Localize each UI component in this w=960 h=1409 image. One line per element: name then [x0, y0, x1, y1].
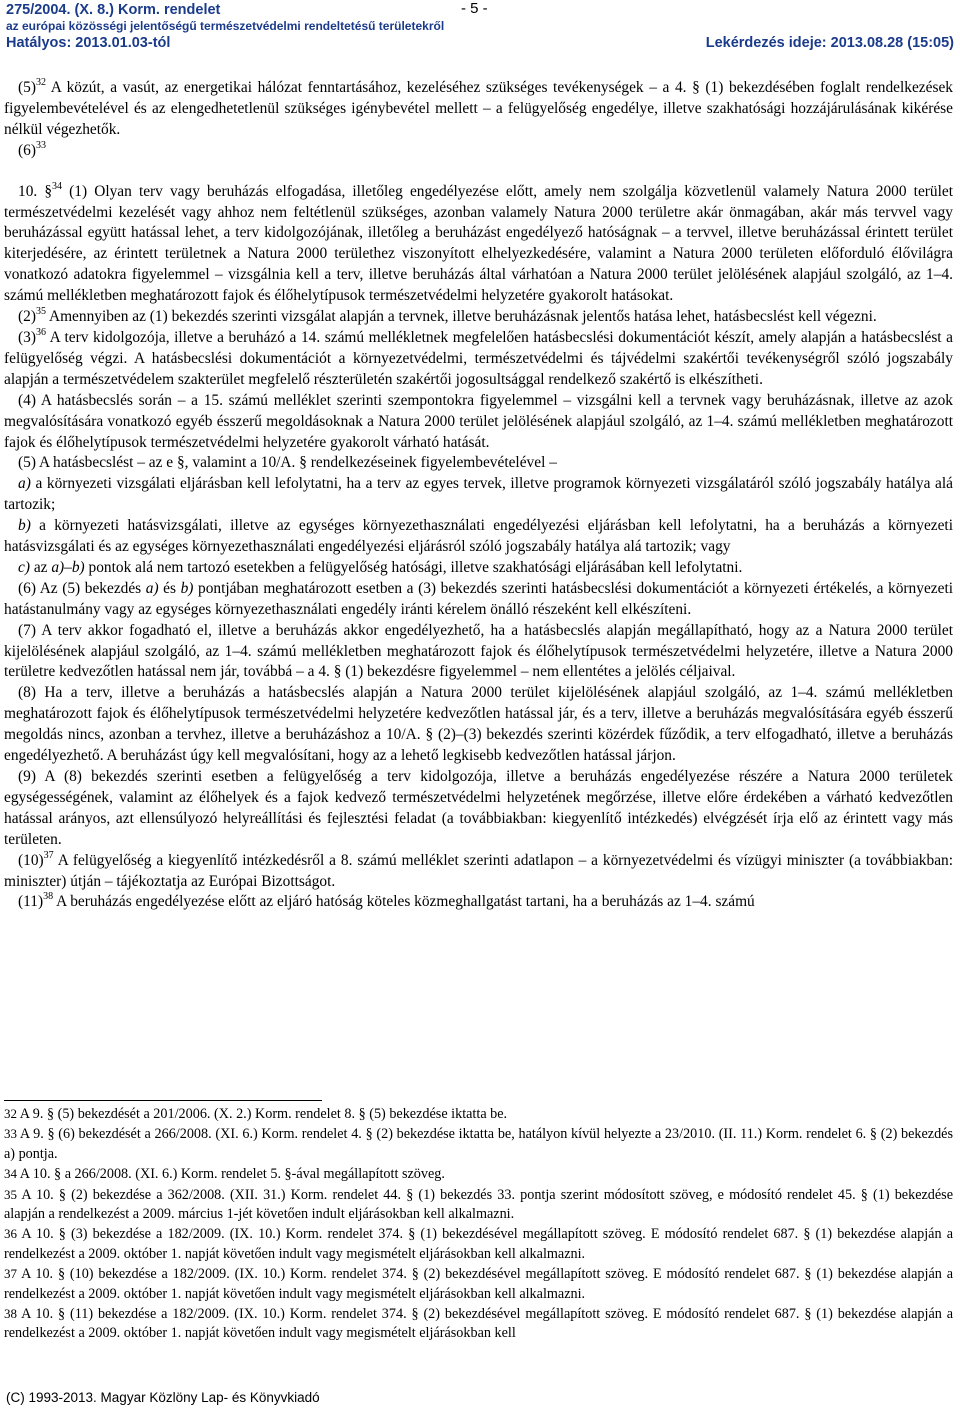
footnote: 33 A 9. § (6) bekezdését a 266/2008. (XI. 6.) Korm. rendelet 4. § (2) bekezdése iktatta be, hatályon kívül helyezte a 23/2010. (II. 11.) Korm. rendelet 6. § (2) bekezdés a) pontja.	[4, 1126, 953, 1162]
paragraph-9-5: $(5)^{32}$ A közút, a vasút, az energetikai hálózat fenntartásához, kezeléséhez szükséges tevékenységek – a 4. § (1) bekezdésében foglalt rendelkezések figyelembevételével és az elengedhetetlenül szükséges igénybevétel mellett – a felügyelőség engedélye, illetve szakhatósági hozzájárulásának kikérése nélkül végezhetők.	[4, 76, 953, 138]
footnote: 38 A 10. § (11) bekezdése a 182/2009. (IX. 10.) Korm. rendelet 374. § (2) bekezdésével megállapított szöveg. E módosító rendelet 687. § (1) bekezdése alapján a rendelkezést a 2009. október 1. napját követően indult vagy megismételt eljárásokban kell	[4, 1306, 953, 1342]
section-10-8: (8) Ha a terv, illetve a beruházás a hatásbecslés alapján a Natura 2000 terület kijelölésének alapjául szolgáló, az 1–4. számú mellékletben meghatározott fajok és élőhelytípusok természetvédelmi helyzetére kedvezőtlen hatással jár, és a terv, illetve a beruházás megvalósítására egyéb ésszerű megoldás nincs, azonban a tervhez, illetve a beruházáshoz a 10/A. § (2)–(3) bekezdés szerinti közérdek fűződik, a terv elfogadható, illetve a beruházás engedélyezhető. A beruházást úgy kell megvalósítani, hogy az a lehető legkisebb kedvezőtlen hatással járjon.	[4, 684, 953, 765]
section-10-3: $(3)^{36}$ A terv kidolgozója, illetve a beruházó a 14. számú mellékletnek megfelelően hatásbecslési dokumentációt készít, amely alapján a hatásbecslést a felügyelőség végzi. A hatásbecslési dokumentációt a környezetvédelmi, természetvédelmi és tájvédelmi szakértői tevékenységről szóló jogszabály alapján a természetvédelem szakterület megfelelő részterületén szakértői jogosultsággal rendelkező szakértő is elkészítheti.	[4, 326, 953, 388]
footnote-ref-34[interactable]: 34	[52, 180, 63, 192]
footnote-divider	[4, 1100, 322, 1101]
footnote-ref-37[interactable]: 37	[43, 849, 54, 861]
section-10-5-c: c) az a)–b) pontok alá nem tartozó esetekben a felügyelőség hatósági, illetve szakhatósági eljárásában kell lefolytatni.	[18, 558, 743, 576]
section-10-7: (7) A terv akkor fogadható el, illetve a beruházás akkor engedélyezhető, ha a hatásbecslés alapján megállapítható, hogy az a Natura 2000 terület kijelölésének alapjául szolgáló, az 1–4. számú mellékletben meghatározott fajok és élőhelytípusok természetvédelmi helyzetére, illetve a Natura 2000 területre kedvezőtlen hatással nem jár, továbbá – a 4. § (1) bekezdésre figyelemmel – nem ellentétes a jelölés céljaival.	[4, 621, 953, 681]
query-time: Lekérdezés ideje: 2013.08.28 (15:05)	[705, 35, 954, 51]
effective-date: Hatályos: 2013.01.03-tól	[6, 35, 171, 51]
section-10-9: (9) A (8) bekezdés szerinti esetben a felügyelőség a terv kidolgozója, illetve a beruházás engedélyezése részére a Natura 2000 területek egységességének, valamint az élőhelyek és a fajok kedvező természetvédelmi helyzetének megőrzése, illetve előre érdekében a várható kedvezőtlen hatással arányos, azt ellensúlyozó helyreállítási és fejlesztési feladat (a továbbiakban: kiegyenlítő intézkedés) elvégzését írja elő az érintett vagy más területen.	[4, 768, 953, 848]
footnote: 32 A 9. § (5) bekezdését a 201/2006. (X. 2.) Korm. rendelet 8. § (5) bekezdése iktatta be.	[4, 1106, 508, 1122]
doc-title: 275/2004. (X. 8.) Korm. rendelet	[6, 2, 221, 18]
footnote: 36 A 10. § (3) bekezdése a 182/2009. (IX. 10.) Korm. rendelet 374. § (1) bekezdésével megállapított szöveg. E módosító rendelet 687. § (1) bekezdése alapján a rendelkezést a 2009. október 1. napját követően indult vagy megismételt eljárásokban kell alkalmazni.	[4, 1226, 953, 1262]
page-number: - 5 -	[461, 0, 488, 17]
section-10-4: (4) A hatásbecslés során – a 15. számú melléklet szerinti szempontokra figyelemmel – vizsgálni kell a tervnek vagy beruházásnak, illetve az azok megvalósítására vonatkozó egyéb ésszerű megoldásoknak a Natura 2000 terület jelölésének alapjául szolgáló, az 1–4. számú mellékletben meghatározott fajok és élőhelytípusok természetvédelmi helyzetére gyakorolt várható hatását.	[4, 391, 953, 451]
copyright-footer: (C) 1993-2013. Magyar Közlöny Lap- és Könyvkiadó	[6, 1390, 320, 1405]
footnote-ref-35[interactable]: 35	[35, 305, 46, 317]
footnote: 37 A 10. § (10) bekezdése a 182/2009. (IX. 10.) Korm. rendelet 374. § (2) bekezdésével megállapított szöveg. E módosító rendelet 687. § (1) bekezdése alapján a rendelkezést a 2009. október 1. napját követően indult vagy megismételt eljárásokban kell alkalmazni.	[4, 1266, 953, 1302]
header-row-1	[6, 0, 954, 18]
footnote-ref-33[interactable]: 33	[35, 139, 46, 151]
document-body	[4, 78, 953, 913]
section-10-5: (5) A hatásbecslést – az e §, valamint a 10/A. § rendelkezéseinek figyelembevételével –	[18, 454, 557, 472]
footnotes	[4, 1104, 953, 1344]
section-10-1: 10. §$^{34}$ (1) Olyan terv vagy beruházás elfogadása, illetőleg engedélyezése előtt, amely nem szolgálja közvetlenül valamely Natura 2000 terület természetvédelmi kezelését vagy ahhoz nem feltétlenül szükséges, azonban valamely Natura 2000 területre akár önmagában, akár más tervvel vagy beruházással együtt hatással lehet, a terv kidolgozójának, illetőleg a beruházást engedélyező hatóságnak – a tervvel, illetve beruházással érintett terület kiterjedésére, az érintett területnek a Natura 2000 területhez viszonyított elhelyezkedésére, valamint a Natura 2000 területen előforduló élővilágra vonatkozó adatokra figyelemmel – vizsgálnia kell a terv, illetve beruházás által várhatóan a Natura 2000 terület jelölésének alapjául szolgáló, az 1–4. számú mellékletben meghatározott fajok és élőhelytípusok természetvédelmi helyzetére gyakorolt hatásokat.	[4, 180, 953, 305]
section-10-5-a: a) a környezeti vizsgálati eljárásban kell lefolytatni, ha a terv az egyes tervek, illetve programok környezeti vizsgálatáról szóló jogszabály hatálya alá tartozik;	[4, 475, 953, 514]
paragraph-9-6: $(6)^{33}$	[18, 139, 46, 159]
header-row-3	[6, 35, 954, 53]
section-10-6: (6) Az (5) bekezdés a) és b) pontjában meghatározott esetben a (3) bekezdés szerinti hatásbecslési dokumentációt a környezeti értékelés, a környezeti hatástanulmány vagy az egységes környezethasználati engedély iránti kérelem önálló részeként kell elkészíteni.	[4, 579, 953, 618]
footnote-ref-36[interactable]: 36	[35, 326, 46, 338]
footnote-ref-38[interactable]: 38	[43, 891, 54, 903]
footnote-ref-32[interactable]: 32	[35, 76, 46, 88]
footnote: 34 A 10. § a 266/2008. (XI. 6.) Korm. rendelet 5. §-ával megállapított szöveg.	[4, 1166, 445, 1183]
section-10-10: $(10)^{37}$ A felügyelőség a kiegyenlítő intézkedésről a 8. számú melléklet szerinti adatlapon – a környezetvédelmi és vízügyi miniszter (a továbbiakban: miniszter) útján – tájékoztatja az Európai Bizottságot.	[4, 849, 953, 890]
doc-subtitle: az európai közösségi jelentőségű természetvédelmi rendeltetésű területekről	[6, 19, 445, 33]
section-10-2: $(2)^{35}$ Amennyiben az (1) bekezdés szerinti vizsgálat alapján a tervnek, illetve beruházásnak jelentős hatása lehet, hatásbecslést kell végezni.	[18, 305, 877, 326]
footnote: 35 A 10. § (2) bekezdése a 362/2008. (XII. 31.) Korm. rendelet 44. § (1) bekezdés 33. pontja szerint módosított szöveg, e módosító rendelet 45. § (1) bekezdése alapján a rendelkezést a 2009. március 1-jét követően indult eljárásokban kell alkalmazni.	[4, 1186, 953, 1223]
section-10-5-b: b) a környezeti hatásvizsgálati, illetve az egységes környezethasználati engedélyezési eljárásban kell lefolytatni, ha a beruházás a környezeti hatásvizsgálati és az egységes környezethasználati engedélyezési eljárásról szóló jogszabály hatálya alá tartozik; vagy	[4, 517, 953, 556]
section-10-11: $(11)^{38}$ A beruházás engedélyezése előtt az eljáró hatóság köteles közmeghallgatást tartani, ha a beruházás az 1–4. számú	[18, 891, 755, 911]
